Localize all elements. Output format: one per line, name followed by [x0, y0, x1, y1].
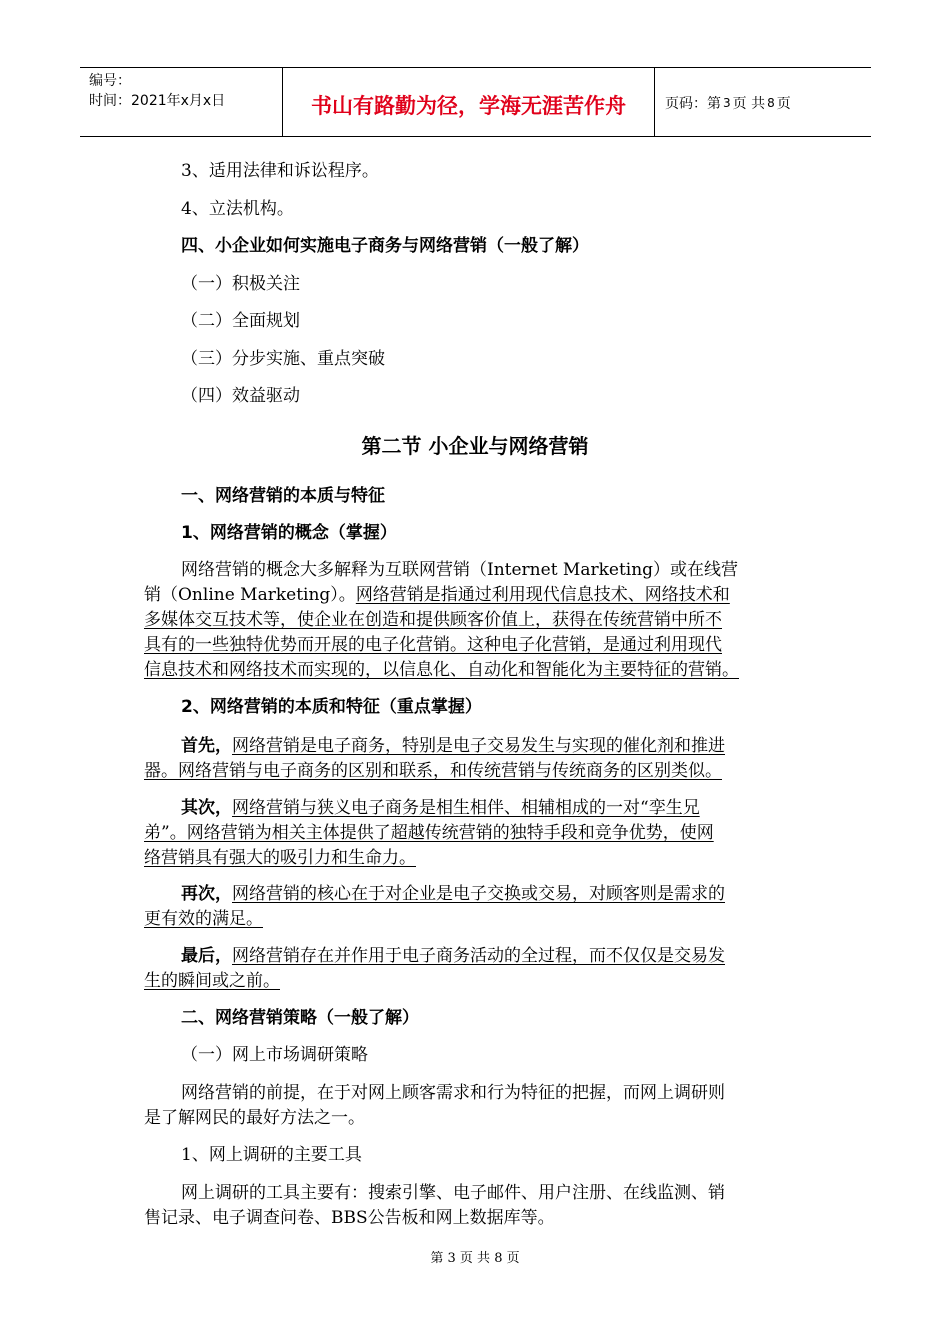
heading-section-4: 四、小企业如何实施电子商务与网络营销（一般了解）	[181, 236, 589, 256]
paragraph-concept-line-2	[144, 582, 824, 608]
third-point-line-2: 更有效的满足。	[144, 909, 263, 929]
first-point-line-2: 器。网络营销与电子商务的区别和联系，和传统营销与传统商务的区别类似。	[144, 761, 722, 781]
heading-2-sub-1: （一）网上市场调研策略	[181, 1045, 368, 1065]
heading-1: 一、网络营销的本质与特征	[181, 486, 385, 506]
paragraph-concept-line-1: 网络营销的概念大多解释为互联网营销（Internet Marketing）或在线营	[181, 560, 739, 580]
paragraph-research-line-1: 网络营销的前提，在于对网上顾客需求和行为特征的把握，而网上调研则	[181, 1083, 725, 1103]
subitem-1: （一）积极关注	[181, 274, 300, 294]
third-text-1: 网络营销的核心在于对企业是电子交换或交易，对顾客则是需求的	[232, 884, 725, 904]
section-title: 第二节 小企业与网络营销	[361, 434, 589, 458]
subitem-4: （四）效益驱动	[181, 386, 300, 406]
heading-1-2: 2、网络营销的本质和特征（重点掌握）	[181, 697, 482, 717]
paragraph-concept-line-4: 具有的一些独特优势而开展的电子化营销。这种电子化营销，是通过利用现代	[144, 635, 722, 655]
paragraph-concept-line-5: 信息技术和网络技术而实现的，以信息化、自动化和智能化为主要特征的营销。	[144, 660, 739, 680]
last-text-1: 网络营销存在并作用于电子商务活动的全过程，而不仅仅是交易发	[232, 946, 725, 966]
paragraph-concept-line-3: 多媒体交互技术等，使企业在创造和提供顾客价值上，获得在传统营销中所不	[144, 610, 722, 630]
heading-1-1: 1、网络营销的概念（掌握）	[181, 523, 397, 543]
page-prefix: 页码：第	[665, 96, 721, 112]
list-item-4: 4、立法机构。	[181, 199, 294, 219]
document-number-label: 编号：	[89, 73, 131, 89]
header-meta	[80, 68, 282, 136]
paragraph-tools-line-1: 网上调研的工具主要有：搜索引擎、电子邮件、用户注册、在线监测、销	[181, 1183, 725, 1203]
page-header	[80, 67, 871, 137]
first-point-line-1	[181, 733, 861, 759]
page-suffix: 页	[776, 96, 791, 112]
second-lead: 其次，	[181, 798, 232, 818]
header-page-indicator	[655, 68, 871, 136]
paragraph-concept-plain: 销（Online Marketing）。	[144, 585, 356, 605]
header-motto: 书山有路勤为径，学海无涯苦作舟	[282, 68, 655, 136]
heading-2: 二、网络营销策略（一般了解）	[181, 1008, 419, 1028]
last-lead: 最后，	[181, 946, 232, 966]
subitem-2: （二）全面规划	[181, 311, 300, 331]
second-point-line-3: 络营销具有强大的吸引力和生命力。	[144, 848, 416, 868]
third-point-line-1	[181, 881, 861, 907]
page-mid: 页 共	[732, 96, 766, 112]
last-point-line-1	[181, 943, 861, 969]
subitem-3: （三）分步实施、重点突破	[181, 349, 385, 369]
page-current: 3	[723, 96, 731, 110]
heading-2-1: 1、网上调研的主要工具	[181, 1145, 362, 1165]
list-item-3: 3、适用法律和诉讼程序。	[181, 161, 379, 181]
second-point-line-2: 弟”。网络营销为相关主体提供了超越传统营销的独特手段和竞争优势，使网	[144, 823, 714, 843]
paragraph-tools-line-2: 售记录、电子调查问卷、BBS公告板和网上数据库等。	[144, 1208, 555, 1228]
page-total: 8	[767, 96, 775, 110]
page-footer: 第 3 页 共 8 页	[430, 1251, 520, 1266]
paragraph-research-line-2: 是了解网民的最好方法之一。	[144, 1108, 365, 1128]
first-lead: 首先，	[181, 736, 232, 756]
second-text-1: 网络营销与狭义电子商务是相生相伴、相辅相成的一对“孪生兄	[232, 798, 700, 818]
document-date: 时间：2021年x月x日	[89, 93, 226, 109]
last-point-line-2: 生的瞬间或之前。	[144, 971, 280, 991]
third-lead: 再次，	[181, 884, 232, 904]
first-text-1: 网络营销是电子商务，特别是电子交易发生与实现的催化剂和推进	[232, 736, 725, 756]
paragraph-concept-definition: 网络营销是指通过利用现代信息技术、网络技术和	[355, 585, 730, 605]
second-point-line-1	[181, 795, 861, 821]
